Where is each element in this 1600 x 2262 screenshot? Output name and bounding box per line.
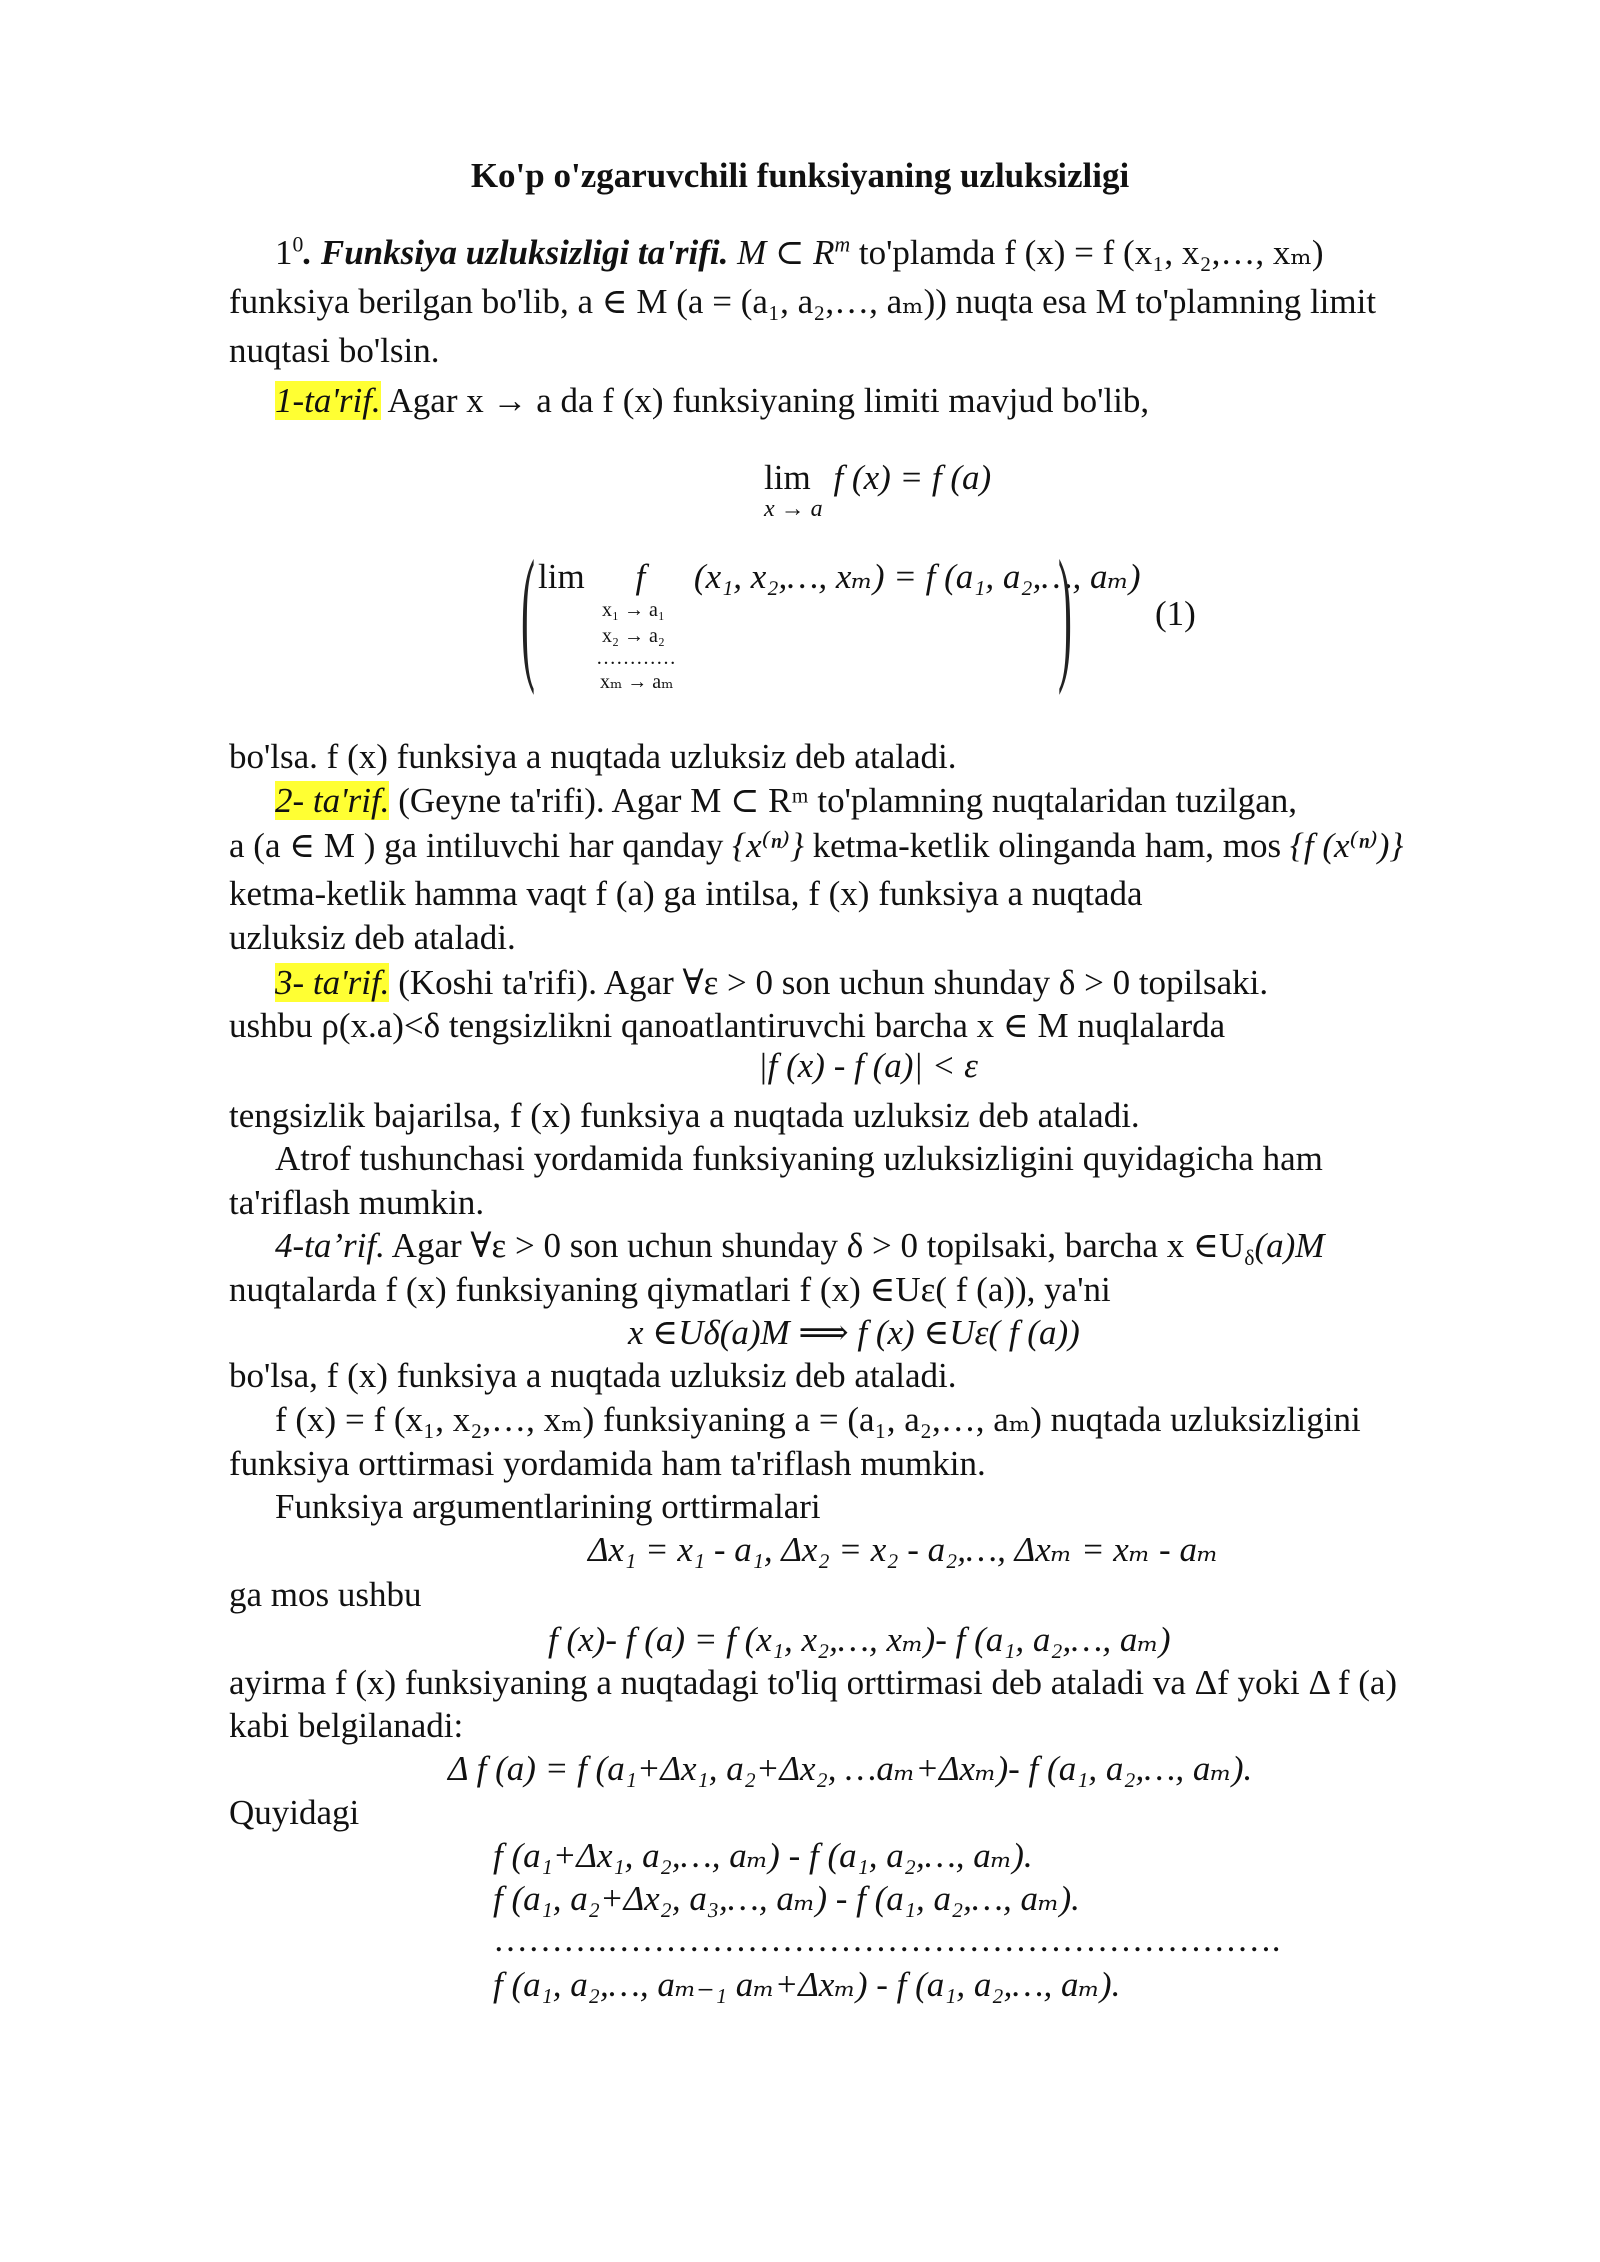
limit-formula-2 xyxy=(538,559,1141,594)
right-big-paren: ) xyxy=(1057,530,1072,696)
section-number-sup: 0 xyxy=(292,232,304,257)
function-def: to'plamda f (x) = f (x₁, x₂,…, xₘ) xyxy=(850,233,1324,272)
lim-expression: f (x) = f (a) xyxy=(833,458,992,497)
equation-number: (1) xyxy=(1155,594,1196,633)
def-3-line-3: tengsizlik bajarilsa, f (x) funksiya a nuqtada uzluksiz deb ataladi. xyxy=(229,1096,1140,1135)
partial-increment-dots: ……….…………………………………………………. xyxy=(493,1920,1281,1959)
partial-increment-2: f (a₁, a₂+Δx₂, a₃,…, aₘ) - f (a₁, a₂,…, aₘ). xyxy=(493,1879,1080,1918)
increment-line-4: ga mos ushbu xyxy=(229,1575,422,1614)
def-4-line-2: nuqtalarda f (x) funksiyaning qiymatlari f (x) ∈Uε( f (a)), ya'ni xyxy=(229,1270,1111,1309)
def-2-line-3: ketma-ketlik hamma vaqt f (a) ga intilsa, f (x) funksiya a nuqtada xyxy=(229,874,1143,913)
set-m: M ⊂ R xyxy=(737,233,835,272)
sequence-x: {x⁽ⁿ⁾} xyxy=(732,826,804,865)
section-1-line-3: nuqtasi bo'lsin. xyxy=(229,331,440,370)
increment-line-5: ayirma f (x) funksiyaning a nuqtadagi to'liq orttirmasi deb ataladi va Δf yoki Δ f (a) xyxy=(229,1663,1398,1702)
def-2-line-1 xyxy=(275,783,1297,818)
def-1-after: bo'lsa. f (x) funksiya a nuqtada uzluksiz deb ataladi. xyxy=(229,737,957,776)
lim2-f: f xyxy=(635,557,646,596)
increment-line-6: kabi belgilanadi: xyxy=(229,1706,464,1745)
sequence-fx: {f (x⁽ⁿ⁾)} xyxy=(1289,826,1404,865)
def-2-label: 2- ta'rif. xyxy=(275,781,390,820)
increment-line-1: f (x) = f (x₁, x₂,…, xₘ) funksiyaning a = (a₁, a₂,…, aₘ) nuqtada uzluksizligini xyxy=(275,1400,1361,1439)
def-4-line-1: 4-ta’rif. Agar ∀ε > 0 son uchun shunday δ > 0 topilsaki, barcha x $\in U_\delta(a)M$ xyxy=(275,1226,1325,1270)
partial-increment-1: f (a₁+Δx₁, a₂,…, aₘ) - f (a₁, a₂,…, aₘ). xyxy=(493,1836,1033,1875)
def-2-line-2: a (a ∈ M ) ga intiluvchi har qanday {x⁽ⁿ⁾} ketma-ketlik olinganda ham, mos {f (x⁽ⁿ⁾)} xyxy=(229,826,1404,865)
lim2-word: lim xyxy=(538,557,585,596)
left-big-paren: ( xyxy=(520,530,535,696)
increment-line-7: Quyidagi xyxy=(229,1793,360,1832)
section-heading: . Funksiya uzluksizligi ta'rifi. xyxy=(303,233,729,272)
cauchy-inequality: |f (x) - f (a)| < ε xyxy=(758,1046,978,1085)
partial-increment-m: f (a₁, a₂,…, aₘ₋₁ aₘ+Δxₘ) - f (a₁, a₂,…, aₘ). xyxy=(493,1965,1121,2004)
def-4-line-3: bo'lsa, f (x) funksiya a nuqtada uzluksiz deb ataladi. xyxy=(229,1356,957,1395)
def-1-line xyxy=(275,383,1149,418)
lim-word: lim xyxy=(764,458,811,497)
def-3-line-2: ushbu ρ(x.a)<δ tengsizlikni qanoatlantiruvchi barcha x ∈ M nuqlalarda xyxy=(229,1006,1226,1045)
def-3-text: (Koshi ta'rifi). Agar ∀ε > 0 son uchun shunday δ > 0 topilsaki. xyxy=(389,963,1269,1002)
section-1-line-1 xyxy=(275,232,1324,272)
lim2-args: (x₁, x₂,…, xₘ) = f (a₁, a₂,…, aₘ) xyxy=(693,557,1141,596)
full-increment-formula: Δ f (a) = f (a₁+Δx₁, a₂+Δx₂, …aₘ+Δxₘ)- f (a₁, a₂,…, aₘ). xyxy=(448,1749,1253,1788)
def-3-label: 3- ta'rif. xyxy=(275,963,390,1002)
limit-formula-1 xyxy=(764,460,991,495)
lim2-sub-dots: ………… xyxy=(596,647,676,669)
def-3-line-1 xyxy=(275,965,1268,1000)
increment-line-3: Funksiya argumentlarining orttirmalari xyxy=(275,1487,821,1526)
def-2-line-4: uzluksiz deb ataladi. xyxy=(229,918,516,957)
def-4-formula: x ∈Uδ(a)M ⟹ f (x) ∈Uε( f (a)) xyxy=(628,1313,1080,1352)
section-number: 1 xyxy=(275,233,293,272)
section-1-line-2: funksiya berilgan bo'lib, a ∈ M (a = (a₁, a₂,…, aₘ)) nuqta esa M to'plamning limit xyxy=(229,282,1377,321)
neighborhood-line-1: Atrof tushunchasi yordamida funksiyaning uzluksizligini quyidagicha ham xyxy=(275,1139,1323,1178)
page-title: Ko'p o'zgaruvchili funksiyaning uzluksizligi xyxy=(470,156,1130,195)
difference-formula: f (x)- f (a) = f (x₁, x₂,…, xₘ)- f (a₁, a₂,…, aₘ) xyxy=(548,1620,1171,1659)
increment-line-2: funksiya orttirmasi yordamida ham ta'riflash mumkin. xyxy=(229,1444,986,1483)
lim2-sub-2: x₂ → a₂ xyxy=(602,625,665,647)
def-1-label: 1-ta'rif. xyxy=(275,381,381,420)
neighborhood-line-2: ta'riflash mumkin. xyxy=(229,1183,485,1222)
def-4-label: 4-ta’rif. xyxy=(275,1226,385,1265)
def-2-text: (Geyne ta'rifi). Agar M ⊂ Rᵐ to'plamning nuqtalaridan tuzilgan, xyxy=(389,781,1298,820)
lim-subscript: x → a xyxy=(764,496,823,522)
lim2-sub-m: xₘ → aₘ xyxy=(600,671,674,693)
lim2-sub-1: x₁ → a₁ xyxy=(602,599,665,621)
delta-formula: Δx₁ = x₁ - a₁, Δx₂ = x₂ - a₂,…, Δxₘ = xₘ - aₘ xyxy=(588,1530,1219,1569)
set-m-sup: m xyxy=(834,232,851,257)
def-1-text: Agar x → a da f (x) funksiyaning limiti mavjud bo'lib, xyxy=(380,381,1150,420)
